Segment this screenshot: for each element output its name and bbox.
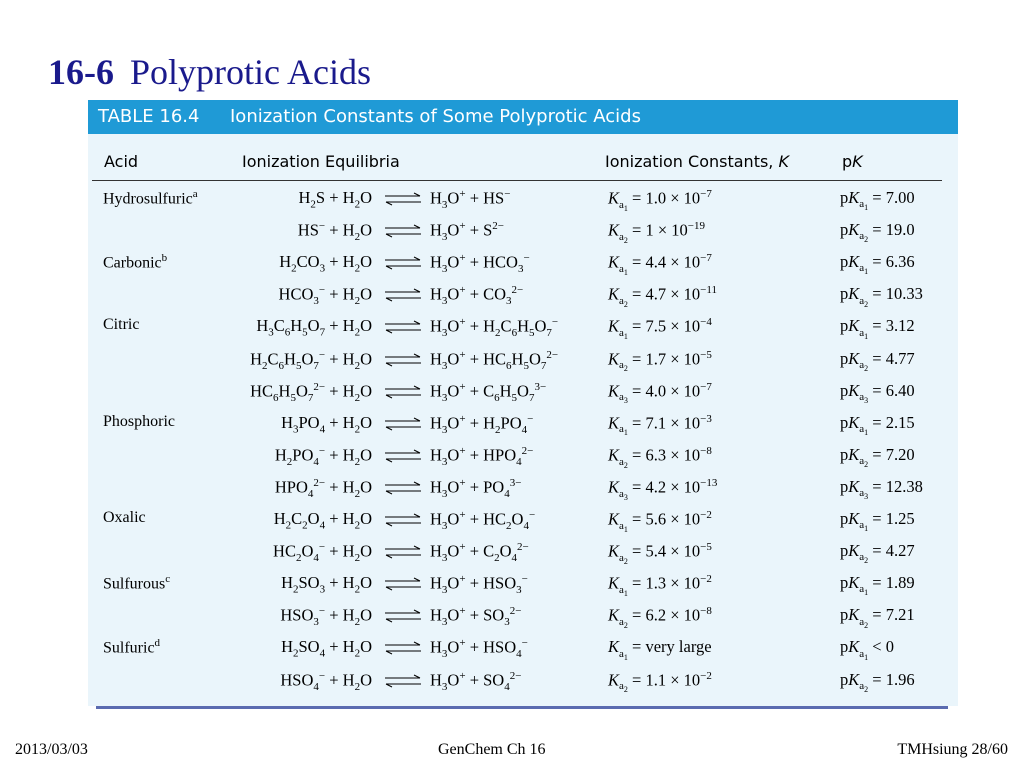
pk-value: $pK_{a_1} = 7.00$ xyxy=(840,188,915,213)
equilibrium-arrow xyxy=(384,384,422,404)
column-header-pk: pK xyxy=(842,152,863,171)
equilibrium-arrow-icon xyxy=(384,481,422,495)
equation-products: $H_3O^+ + HCO_3^-$ xyxy=(430,252,530,275)
equation-reactants: $HSO_3^- + H_2O$ xyxy=(280,605,372,629)
footnote-mark: d xyxy=(154,637,161,650)
equilibrium-arrow-icon xyxy=(384,609,422,623)
footnote-mark: b xyxy=(161,252,168,265)
equilibrium-arrow-icon xyxy=(384,545,422,559)
column-header-acid: Acid xyxy=(104,152,139,171)
slide-number: 16-6 xyxy=(48,52,114,92)
table-number: TABLE 16.4 xyxy=(98,106,200,127)
ionization-constant: $K_{a_1} = 1.3 \times 10^{-2}$ xyxy=(608,573,712,599)
equilibrium-arrow-icon xyxy=(384,513,422,527)
equation-products: $H_3O^+ + HPO_4^{2-}$ xyxy=(430,444,534,468)
ionization-constant: $K_{a_1}$ = very large xyxy=(608,637,712,662)
pk-value: $pK_{a_2} = 4.27$ xyxy=(840,541,915,566)
equation-reactants: $H_3C_6H_5O_7 + H_2O$ xyxy=(256,316,372,339)
equation-products: $H_3O^+ + SO_4^{2-}$ xyxy=(430,669,522,693)
equilibrium-arrow-icon xyxy=(384,224,422,238)
equilibrium-arrow xyxy=(384,448,422,468)
ionization-constant: $K_{a_1} = 4.4 \times 10^{-7}$ xyxy=(608,252,712,278)
acid-name: Phosphoric xyxy=(103,412,175,430)
acid-name: Citric xyxy=(103,316,140,334)
equation-reactants: $H_2C_2O_4 + H_2O$ xyxy=(273,509,372,532)
ionization-constant: $K_{a_1} = 7.1 \times 10^{-3}$ xyxy=(608,412,712,438)
equilibrium-arrow xyxy=(384,640,422,660)
acid-name: Carbonic$^b$ xyxy=(103,252,168,272)
equation-reactants: $HSO_4^- + H_2O$ xyxy=(280,669,372,693)
ionization-table xyxy=(88,100,958,706)
equilibrium-arrow xyxy=(384,480,422,500)
footer-date: 2013/03/03 xyxy=(15,741,88,758)
pk-value: $pK_{a_2} = 10.33$ xyxy=(840,284,923,309)
pk-value: $pK_{a_2} = 4.77$ xyxy=(840,348,915,373)
equilibrium-arrow-icon xyxy=(384,417,422,431)
equation-reactants: $H_2C_6H_5O_7^- + H_2O$ xyxy=(250,348,372,372)
pk-value: $pK_{a_1} = 6.36$ xyxy=(840,252,915,277)
slide-title xyxy=(48,52,371,92)
pk-value: $pK_{a_3} = 6.40$ xyxy=(840,380,915,406)
equilibrium-arrow xyxy=(384,287,422,307)
ionization-constant: $K_{a_2} = 1 \times 10^{-19}$ xyxy=(608,220,705,246)
equilibrium-arrow xyxy=(384,544,422,564)
pk-value: $pK_{a_1} < 0$ xyxy=(840,637,894,662)
table-caption: Ionization Constants of Some Polyprotic Acids xyxy=(230,106,641,127)
equilibrium-arrow xyxy=(384,319,422,339)
equilibrium-arrow xyxy=(384,191,422,211)
equilibrium-arrow xyxy=(384,512,422,532)
equation-reactants: $H_3PO_4 + H_2O$ xyxy=(281,412,372,435)
acid-name: Sulfuric$^d$ xyxy=(103,637,161,657)
ionization-constant: $K_{a_1} = 1.0 \times 10^{-7}$ xyxy=(608,188,712,213)
equation-reactants: $H_2S + H_2O$ xyxy=(298,188,372,211)
equilibrium-arrow xyxy=(384,352,422,372)
equilibrium-arrow xyxy=(384,576,422,596)
equation-reactants: $HS^- + H_2O$ xyxy=(297,220,372,243)
ionization-constant: $K_{a_2} = 5.4 \times 10^{-5}$ xyxy=(608,541,712,567)
footer-course: GenChem Ch 16 xyxy=(438,741,546,758)
equation-products: $H_3O^+ + HC_2O_4^-$ xyxy=(430,509,536,532)
ionization-constant: $K_{a_2} = 4.7 \times 10^{-11}$ xyxy=(608,284,717,310)
ionization-constant: $K_{a_3} = 4.2 \times 10^{-13}$ xyxy=(608,476,718,502)
equation-products: $H_3O^+ + H_2C_6H_5O_7^-$ xyxy=(430,316,559,340)
equation-products: $H_3O^+ + S^{2-}$ xyxy=(430,220,505,243)
acid-name: Oxalic xyxy=(103,509,146,526)
equilibrium-arrow-icon xyxy=(384,641,422,655)
equilibrium-arrow-icon xyxy=(384,320,422,334)
equilibrium-arrow-icon xyxy=(384,288,422,302)
ionization-constant: $K_{a_2} = 6.3 \times 10^{-8}$ xyxy=(608,444,712,470)
equilibrium-arrow-icon xyxy=(384,256,422,270)
equilibrium-arrow-icon xyxy=(384,577,422,591)
footnote-mark: c xyxy=(165,573,171,586)
ionization-constant: $K_{a_2} = 6.2 \times 10^{-8}$ xyxy=(608,605,712,631)
equation-products: $H_3O^+ + HC_6H_5O_7^{2-}$ xyxy=(430,348,559,372)
equation-reactants: $HC_6H_5O_7^{2-} + H_2O$ xyxy=(250,380,372,404)
pk-value: $pK_{a_1} = 3.12$ xyxy=(840,316,915,341)
header-divider xyxy=(92,180,942,181)
equation-products: $H_3O^+ + HSO_3^-$ xyxy=(430,573,528,596)
equation-reactants: $H_2SO_3 + H_2O$ xyxy=(281,573,372,596)
equation-products: $H_3O^+ + SO_3^{2-}$ xyxy=(430,605,522,629)
pk-value: $pK_{a_3} = 12.38$ xyxy=(840,476,923,502)
equation-reactants: $HC_2O_4^- + H_2O$ xyxy=(273,541,372,564)
table-banner xyxy=(88,100,958,134)
equation-reactants: $H_2PO_4^- + H_2O$ xyxy=(274,444,372,468)
equation-products: $H_3O^+ + CO_3^{2-}$ xyxy=(430,284,524,308)
pk-value: $pK_{a_1} = 1.25$ xyxy=(840,509,915,534)
equation-products: $H_3O^+ + PO_4^{3-}$ xyxy=(430,476,522,500)
equilibrium-arrow-icon xyxy=(384,674,422,688)
acid-name: Hydrosulfuric$^a$ xyxy=(103,188,198,208)
equilibrium-arrow xyxy=(384,673,422,693)
ionization-constant: $K_{a_1} = 7.5 \times 10^{-4}$ xyxy=(608,316,712,342)
ionization-constant: $K_{a_3} = 4.0 \times 10^{-7}$ xyxy=(608,380,712,406)
pk-value: $pK_{a_2} = 7.21$ xyxy=(840,605,915,630)
equation-products: $H_3O^+ + H_2PO_4^-$ xyxy=(430,412,534,436)
acid-name: Sulfurous$^c$ xyxy=(103,573,171,593)
slide-title-text: Polyprotic Acids xyxy=(130,52,371,92)
ionization-constant: $K_{a_2} = 1.1 \times 10^{-2}$ xyxy=(608,669,712,695)
pk-value: $pK_{a_1} = 2.15$ xyxy=(840,412,915,438)
equilibrium-arrow xyxy=(384,416,422,436)
equation-products: $H_3O^+ + HS^-$ xyxy=(430,188,511,211)
column-header-constants: Ionization Constants, K xyxy=(605,152,789,171)
equation-reactants: $HPO_4^{2-} + H_2O$ xyxy=(274,476,372,500)
equilibrium-arrow xyxy=(384,255,422,275)
column-header-equilibria: Ionization Equilibria xyxy=(242,152,400,171)
equation-products: $H_3O^+ + C_2O_4^{2-}$ xyxy=(430,541,529,564)
footnote-mark: a xyxy=(192,188,198,200)
equation-reactants: $H_2CO_3 + H_2O$ xyxy=(279,252,372,275)
table-bottom-rule xyxy=(96,706,948,709)
footer-page: TMHsiung 28/60 xyxy=(897,741,1008,758)
equilibrium-arrow-icon xyxy=(384,192,422,206)
equilibrium-arrow-icon xyxy=(384,385,422,399)
equilibrium-arrow xyxy=(384,223,422,243)
pk-value: $pK_{a_2} = 1.96$ xyxy=(840,669,915,694)
ionization-constant: $K_{a_2} = 1.7 \times 10^{-5}$ xyxy=(608,348,712,374)
ionization-constant: $K_{a_1} = 5.6 \times 10^{-2}$ xyxy=(608,509,712,534)
equation-reactants: $H_2SO_4 + H_2O$ xyxy=(281,637,372,660)
pk-value: $pK_{a_2} = 19.0$ xyxy=(840,220,915,245)
equilibrium-arrow-icon xyxy=(384,449,422,463)
equation-reactants: $HCO_3^- + H_2O$ xyxy=(278,284,372,308)
equation-products: $H_3O^+ + C_6H_5O_7^{3-}$ xyxy=(430,380,547,404)
pk-value: $pK_{a_1} = 1.89$ xyxy=(840,573,915,598)
equation-products: $H_3O^+ + HSO_4^-$ xyxy=(430,637,528,661)
equilibrium-arrow-icon xyxy=(384,353,422,367)
equilibrium-arrow xyxy=(384,608,422,628)
pk-value: $pK_{a_2} = 7.20$ xyxy=(840,444,915,470)
